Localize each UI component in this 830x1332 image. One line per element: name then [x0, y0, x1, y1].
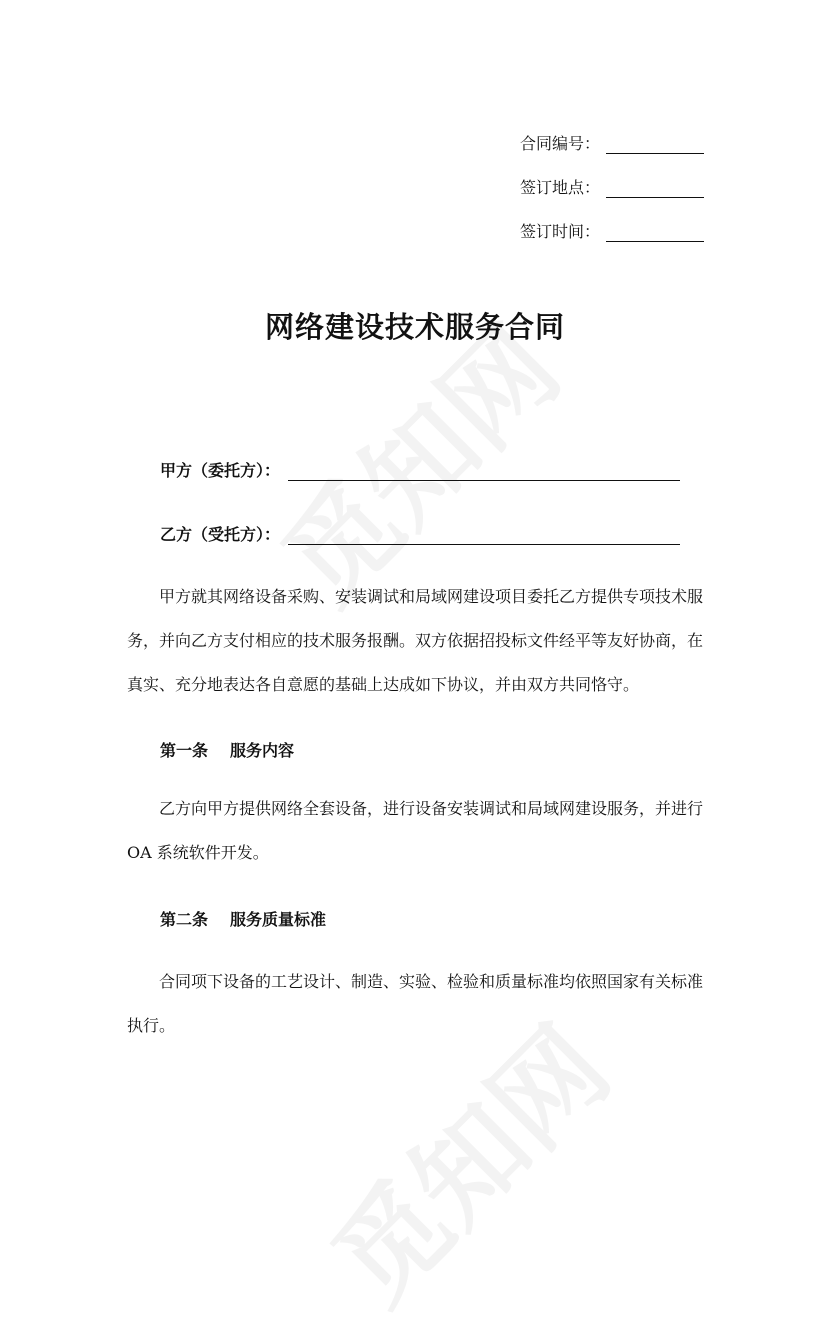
- section-number: 第二条: [160, 910, 209, 929]
- sign-place-label: 签订地点：: [520, 178, 601, 197]
- section-title: 服务质量标准: [230, 910, 327, 929]
- section-heading: [160, 738, 294, 761]
- party-a-label: 甲方（委托方）：: [160, 461, 281, 480]
- sign-place-row: [520, 154, 704, 198]
- sign-time-label: 签订时间：: [520, 222, 601, 241]
- section-number: 第一条: [160, 741, 209, 760]
- section-body: 乙方向甲方提供网络全套设备，进行设备安装调试和局域网建设服务，并进行 OA 系统软件开发。: [127, 799, 704, 862]
- intro-paragraph: 甲方就其网络设备采购、安装调试和局域网建设项目委托乙方提供专项技术服务，并向乙方支付相应的技术服务报酬。双方依据招投标文件经平等友好协商，在真实、充分地表达各自意愿的基础上达成如下协议，并由双方共同恪守。: [127, 587, 704, 694]
- sign-place-field[interactable]: [606, 177, 704, 198]
- contract-meta: [520, 110, 704, 242]
- party-b-row: [160, 522, 680, 545]
- sign-time-row: [520, 198, 704, 242]
- party-a-row: [160, 458, 680, 481]
- party-b-field[interactable]: [288, 524, 680, 545]
- contract-number-label: 合同编号：: [520, 134, 601, 153]
- sign-time-field[interactable]: [606, 221, 704, 242]
- section-title: 服务内容: [230, 741, 295, 760]
- contract-number-field[interactable]: [606, 133, 704, 154]
- party-a-field[interactable]: [288, 460, 680, 481]
- section-body: 合同项下设备的工艺设计、制造、实验、检验和质量标准均依照国家有关标准执行。: [127, 972, 704, 1035]
- section-heading: [160, 907, 326, 930]
- party-b-label: 乙方（受托方）：: [160, 525, 281, 544]
- contract-number-row: [520, 110, 704, 154]
- document-title: 网络建设技术服务合同: [264, 310, 565, 344]
